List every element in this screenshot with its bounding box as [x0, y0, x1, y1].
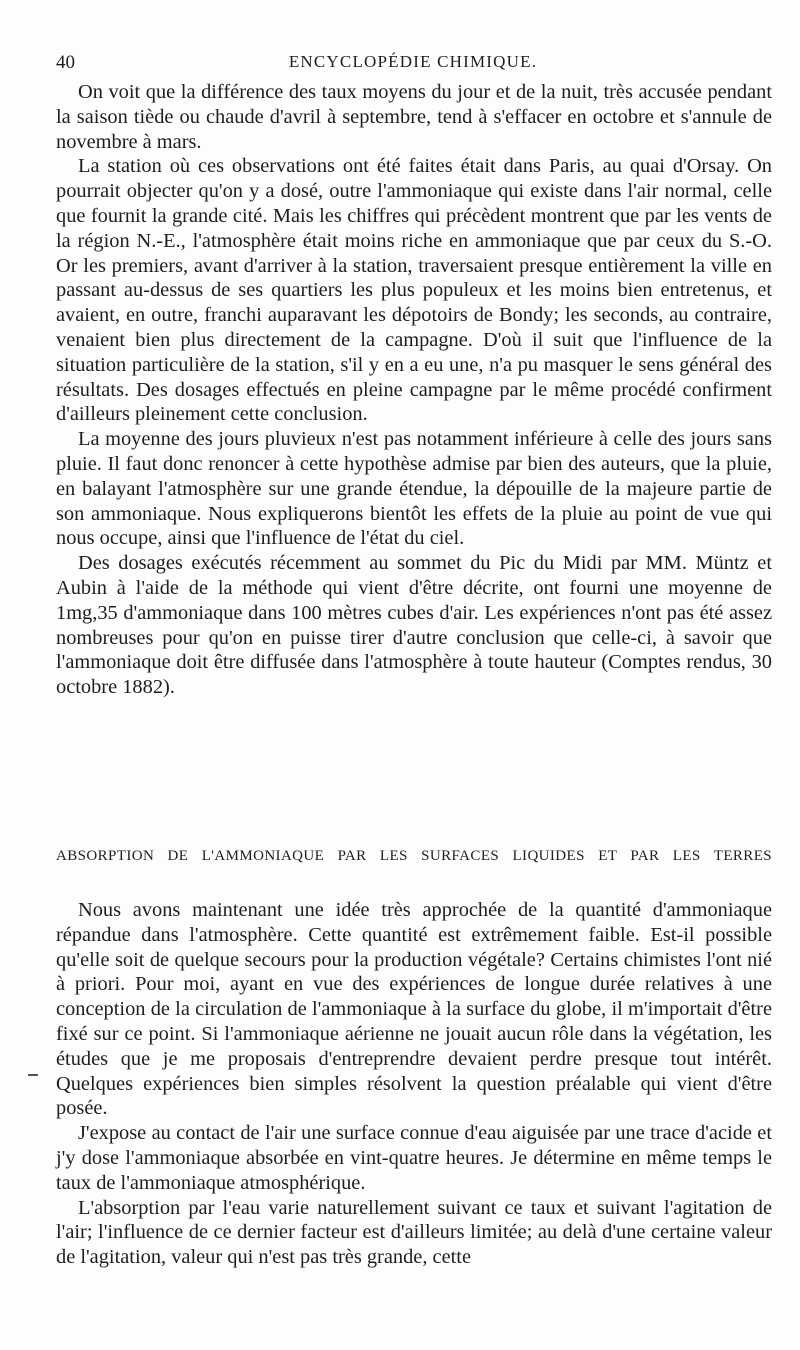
- body-text-section-1: [56, 80, 772, 700]
- paragraph: Nous avons maintenant une idée très approchée de la quantité d'ammoniaque répandue dans l'atmosphère. Cette quantité est extrêmement faible. Est-il possible qu'elle soit de quelque secours pour la production végétale? Certains chimistes l'ont nié à priori. Pour moi, ayant en vue des expériences de longue durée relatives à une conception de la circulation de l'ammoniaque à la surface du globe, il m'importait d'être fixé sur ce point. Si l'ammoniaque aérienne ne jouait aucun rôle dans la végétation, les études que je me proposais d'entreprendre devaient perdre presque tout intérêt. Quelques expériences bien simples résolvent la question préalable qui vient d'être posée.: [56, 899, 772, 1120]
- paragraph: On voit que la différence des taux moyens du jour et de la nuit, très accusée pendant la saison tiède ou chaude d'avril à septembre, tend à s'effacer en octobre et s'annule de novembre à mars.: [56, 81, 772, 153]
- paragraph: La moyenne des jours pluvieux n'est pas notamment inférieure à celle des jours sans pluie. Il faut donc renoncer à cette hypothèse admise par bien des auteurs, que la pluie, en balayant l'atmosphère sur une grande étendue, la dépouille de la majeure partie de son ammoniaque. Nous expliquerons bientôt les effets de la pluie au point de vue qui nous occupe, ainsi que l'influence de l'état du ciel.: [56, 428, 772, 550]
- section-heading: ABSORPTION DE L'AMMONIAQUE PAR LES SURFACES LIQUIDES ET PAR LES TERRES: [56, 848, 772, 864]
- paragraph: L'absorption par l'eau varie naturellement suivant ce taux et suivant l'agitation de l'air; l'influence de ce dernier facteur est d'ailleurs limitée; au delà d'une certaine valeur de l'agitation, valeur qui n'est pas très grande, cette: [56, 1196, 772, 1269]
- page-number: 40: [56, 52, 75, 73]
- paragraph: Des dosages exécutés récemment au sommet du Pic du Midi par MM. Müntz et Aubin à l'aide de la méthode qui vient d'être décrite, ont fourni une moyenne de 1mg,35 d'ammoniaque dans 100 mètres cubes d'air. Les expériences n'ont pas été assez nombreuses pour qu'on en puisse tirer d'autre conclusion que celle-ci, à savoir que l'ammoniaque doit être diffusée dans l'atmosphère à toute hauteur (Comptes rendus, 30 octobre 1882).: [56, 552, 772, 699]
- margin-mark: [28, 1074, 38, 1076]
- running-head: [56, 52, 770, 78]
- paragraph: J'expose au contact de l'air une surface connue d'eau aiguisée par une trace d'acide et j'y dose l'ammoniaque absorbée en vint-quatre heures. Je détermine en même temps le taux de l'ammoniaque atmosphérique.: [56, 1122, 772, 1194]
- paragraph: La station où ces observations ont été faites était dans Paris, au quai d'Orsay. On pourrait objecter qu'on y a dosé, outre l'ammoniaque qui existe dans l'air normal, celle que fournit la grande cité. Mais les chiffres qui précèdent montrent que par les vents de la région N.-E., l'atmosphère était moins riche en ammoniaque que par ceux du S.-O. Or les premiers, avant d'arriver à la station, traversaient presque entièrement la ville en passant au-dessus de ses quartiers les plus populeux et les moins bien entretenus, et avaient, en outre, franchi auparavant les dépotoirs de Bondy; les seconds, au contraire, venaient bien plus directement de la campagne. D'où il suit que l'influence de la situation particulière de la station, s'il y en a eu une, n'a pu masquer le sens général des résultats. Des dosages effectués en pleine campagne par le même procédé confirment d'ailleurs pleinement cette conclusion.: [56, 155, 772, 426]
- running-title: ENCYCLOPÉDIE CHIMIQUE.: [288, 52, 538, 71]
- body-text-section-2: [56, 898, 772, 1270]
